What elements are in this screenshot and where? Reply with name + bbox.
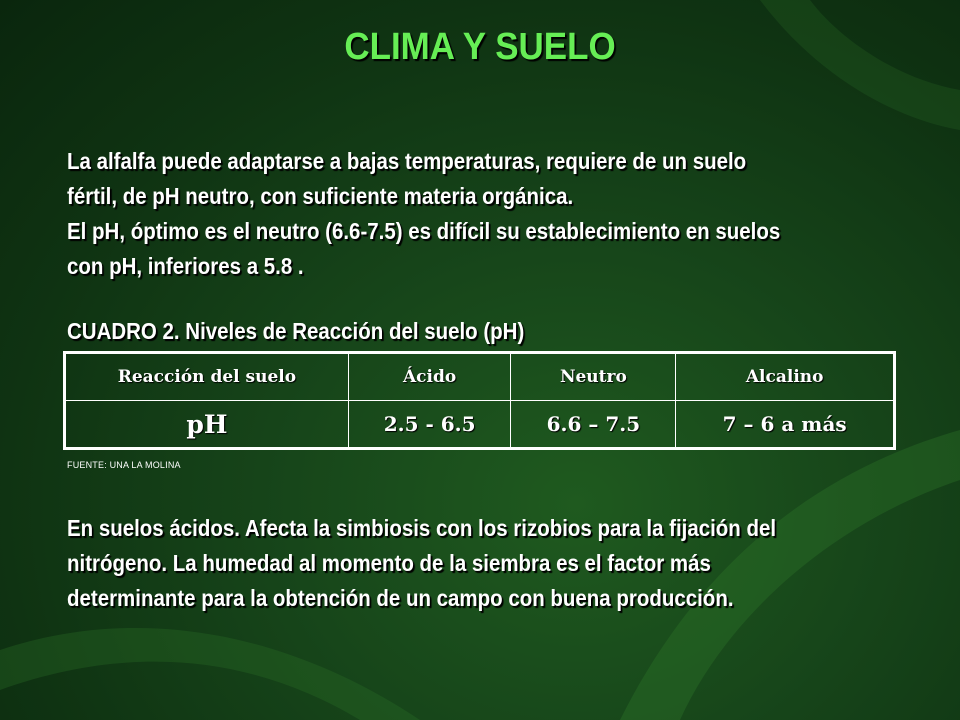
acid-line-2: nitrógeno. La humedad al momento de la siembra es el factor más bbox=[67, 550, 711, 576]
table-row bbox=[65, 401, 895, 449]
cell-neutro-range: 6.6 – 7.5 bbox=[511, 401, 676, 449]
table-header-row bbox=[65, 353, 895, 401]
header-cell-reaccion: Reacción del suelo bbox=[65, 353, 349, 401]
header-cell-alcalino: Alcalino bbox=[676, 353, 895, 401]
ph-line-1: El pH, óptimo es el neutro (6.6-7.5) es difícil su establecimiento en suelos bbox=[67, 218, 781, 244]
table-source-note: FUENTE: UNA LA MOLINA bbox=[67, 460, 181, 470]
ph-paragraph bbox=[67, 214, 832, 284]
header-cell-acido: Ácido bbox=[348, 353, 511, 401]
row-label-ph: pH bbox=[65, 401, 349, 449]
table-caption: CUADRO 2. Niveles de Reacción del suelo (pH) bbox=[67, 318, 525, 344]
intro-paragraph bbox=[67, 144, 832, 214]
acid-soil-paragraph bbox=[67, 511, 832, 616]
slide-title: CLIMA Y SUELO bbox=[344, 26, 616, 68]
acid-line-3: determinante para la obtención de un campo con buena producción. bbox=[67, 585, 734, 611]
intro-line-2: fértil, de pH neutro, con suficiente materia orgánica. bbox=[67, 183, 574, 209]
intro-line-1: La alfalfa puede adaptarse a bajas temperaturas, requiere de un suelo bbox=[67, 148, 747, 174]
ph-levels-table bbox=[63, 351, 896, 450]
acid-line-1: En suelos ácidos. Afecta la simbiosis con los rizobios para la fijación del bbox=[67, 515, 777, 541]
header-cell-neutro: Neutro bbox=[511, 353, 676, 401]
cell-acido-range: 2.5 - 6.5 bbox=[348, 401, 511, 449]
ph-line-2: con pH, inferiores a 5.8 . bbox=[67, 253, 304, 279]
cell-alcalino-range: 7 – 6 a más bbox=[676, 401, 895, 449]
